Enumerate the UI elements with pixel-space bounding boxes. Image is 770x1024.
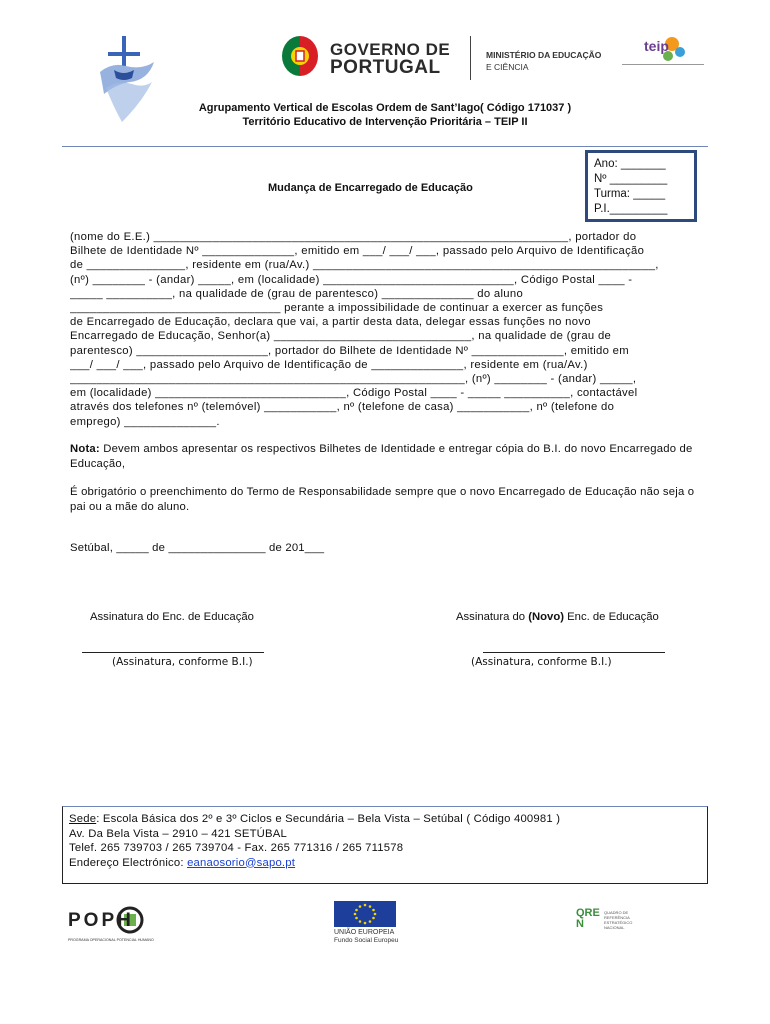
- gov-line1: GOVERNO DE: [330, 40, 451, 59]
- email-line: [69, 856, 707, 871]
- government-flag-logo: [280, 34, 320, 78]
- teip-logo: [640, 34, 690, 64]
- right-signature-line[interactable]: [483, 652, 665, 653]
- note-text: Devem ambos apresentar os respectivos Bilhetes de Identidade e entregar cópia do B.I. do novo Encarregado de Educação,: [70, 443, 693, 470]
- qren-logo-text: QREN: [576, 907, 600, 930]
- body-line[interactable]: Encarregado de Educação, Senhor(a) ______________________________, na qualidade de (grau de: [70, 330, 612, 343]
- left-signature-label: Assinatura do Enc. de Educação: [90, 611, 254, 623]
- date-line[interactable]: Setúbal, _____ de _______________ de 201___: [70, 542, 325, 554]
- body-line[interactable]: (nome do E.E.) _______________________________________________________________, portador do: [70, 231, 637, 243]
- eu-line1: UNIÃO EUROPEIA: [334, 929, 395, 936]
- body-line: de Encarregado de Educação, declara que vai, a partir desta data, delegar essas funções no novo: [70, 316, 591, 329]
- qren-logo: [576, 908, 646, 934]
- body-line[interactable]: parentesco) ____________________, portador do Bilhete de Identidade Nº ______________, emitido em: [70, 344, 629, 357]
- eu-flag-logo: [334, 901, 396, 927]
- header-rule: [62, 146, 708, 147]
- form-title: Mudança de Encarregado de Educação: [268, 182, 473, 194]
- year-field[interactable]: Ano: _______: [594, 158, 666, 170]
- note-label: Nota:: [70, 443, 100, 455]
- school-title: Agrupamento Vertical de Escolas Ordem de Sant’Iago( Código 171037 ): [198, 102, 572, 114]
- body-line[interactable]: ____________________________________________________________, (nº) ________ - (andar) _____,: [70, 373, 637, 386]
- gov-line2: PORTUGAL: [330, 57, 441, 78]
- body-line[interactable]: de _______________, residente em (rua/Av.) ____________________________________________________,: [70, 259, 659, 272]
- class-field[interactable]: Turma: _____: [594, 188, 666, 200]
- eu-line2: Fundo Social Europeu: [334, 937, 399, 944]
- ministry-line2: E CIÊNCIA: [486, 62, 529, 72]
- pi-field[interactable]: P.I._________: [594, 203, 668, 215]
- right-signature-note: (Assinatura, conforme B.I.): [471, 656, 612, 668]
- body-line[interactable]: ___/ ___/ ___, passado pelo Arquivo de Identificação de ______________, residente em (rua/Av.): [70, 358, 588, 371]
- student-info-box: [585, 150, 697, 222]
- qren-logo-sub: QUADRO DE REFERÊNCIA ESTRATÉGICO NACIONAL: [604, 910, 633, 930]
- left-signature-line[interactable]: [82, 652, 264, 653]
- body-line[interactable]: Bilhete de Identidade Nº ______________, emitido em ___/ ___/ ___, passado pelo Arquivo de Identificação: [70, 245, 645, 258]
- ministry-line1: MINISTÉRIO DA EDUCAÇÃO: [486, 50, 602, 60]
- email-link[interactable]: eanaosorio@sapo.pt: [187, 856, 296, 869]
- address-line: Av. Da Bela Vista – 2910 – 421 SETÚBAL: [69, 827, 287, 840]
- body-line[interactable]: ________________________________ perante a impossibilidade de continuar a exercer as funções: [70, 302, 604, 315]
- poph-logo-sub: PROGRAMA OPERACIONAL POTENCIAL HUMANO: [68, 938, 154, 942]
- mandatory-paragraph: É obrigatório o preenchimento do Termo de Responsabilidade sempre que o novo Encarregado de Educação não seja o pai ou a mãe do aluno.: [70, 486, 695, 513]
- teip-logo-rule: [622, 64, 704, 65]
- poph-logo: [68, 906, 172, 946]
- right-signature-label-post: Enc. de Educação: [564, 611, 659, 623]
- poph-logo-text: POPH: [68, 910, 134, 931]
- email-label: Endereço Electrónico:: [69, 856, 188, 869]
- left-signature-note: (Assinatura, conforme B.I.): [112, 656, 253, 668]
- school-address-box: [62, 806, 708, 884]
- school-subtitle: Território Educativo de Intervenção Prioritária – TEIP II: [242, 116, 528, 128]
- teip-logo-text: teip: [644, 38, 669, 54]
- body-line[interactable]: _____ __________, na qualidade de (grau de parentesco) ______________ do aluno: [70, 287, 524, 300]
- sede-label: Sede: [69, 813, 97, 825]
- declaration-body: [70, 230, 700, 429]
- sede-line: [69, 812, 707, 827]
- body-line[interactable]: em (localidade) _____________________________, Código Postal ____ - _____ __________, contactável: [70, 387, 638, 400]
- body-line[interactable]: (nº) ________ - (andar) _____, em (localidade) _____________________________, Código Postal ____ -: [70, 273, 633, 286]
- sede-text: : Escola Básica dos 2º e 3º Ciclos e Secundária – Bela Vista – Setúbal ( Código 400981 ): [96, 813, 561, 825]
- phones-line: Telef. 265 739703 / 265 739704 - Fax. 265 771316 / 265 711578: [69, 842, 404, 854]
- right-signature-label: [456, 611, 659, 623]
- note-paragraph: [70, 442, 702, 471]
- right-signature-label-pre: Assinatura do: [456, 611, 529, 623]
- logo-divider: [470, 36, 471, 80]
- right-signature-label-bold: (Novo): [528, 611, 564, 623]
- body-line[interactable]: emprego) ______________.: [70, 415, 220, 428]
- body-line[interactable]: através dos telefones nº (telemóvel) ___________, nº (telefone de casa) ___________, nº (telefone do: [70, 401, 615, 414]
- number-field[interactable]: Nº _________: [594, 173, 668, 185]
